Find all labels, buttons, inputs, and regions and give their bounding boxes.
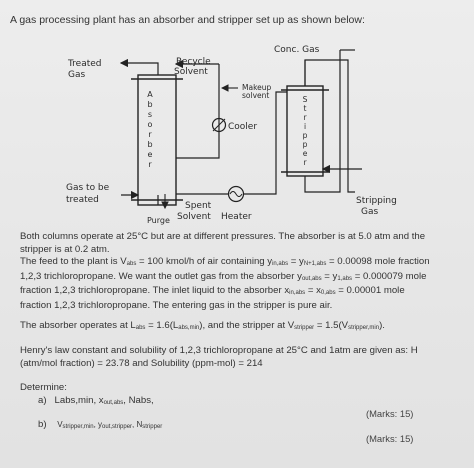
marks-a: (Marks: 15) bbox=[366, 408, 414, 419]
paragraph-operation: The absorber operates at Labs = 1.6(Labs,min), and the stripper at Vstripper = 1.5(Vstripper,min). bbox=[20, 320, 385, 331]
column-letter: S bbox=[302, 95, 308, 104]
question-b: b) Vstripper,min, yout,stripper, Nstripper bbox=[38, 419, 163, 430]
column-letter: p bbox=[302, 140, 308, 149]
column-letter: r bbox=[148, 160, 152, 169]
purge-label: Purge bbox=[147, 216, 170, 225]
svg-text:Gas: Gas bbox=[361, 207, 379, 217]
spent-solvent-label: Spent bbox=[185, 201, 212, 211]
intro-text: A gas processing plant has an absorber and stripper set up as shown below: bbox=[10, 14, 365, 26]
column-letter: e bbox=[147, 150, 153, 159]
absorber-column bbox=[138, 75, 176, 205]
svg-text:Solvent: Solvent bbox=[177, 212, 211, 222]
conc-gas-label: Conc. Gas bbox=[274, 45, 320, 55]
determine-heading: Determine: bbox=[20, 382, 67, 393]
process-diagram bbox=[0, 30, 474, 230]
column-letter: b bbox=[147, 100, 153, 109]
absorber-label bbox=[147, 90, 153, 169]
recycle-label: Recycle bbox=[176, 57, 211, 67]
marks-b: (Marks: 15) bbox=[366, 433, 414, 444]
column-letter: b bbox=[147, 140, 153, 149]
treated-gas-label: Treated bbox=[68, 59, 102, 69]
column-letter: o bbox=[147, 120, 153, 129]
svg-text:solvent: solvent bbox=[242, 91, 270, 100]
question-a: a) Labs,min, xout,abs, Nabs, bbox=[38, 395, 154, 406]
column-letter: s bbox=[147, 110, 153, 119]
solvent-label: Solvent bbox=[174, 67, 208, 77]
heater-label: Heater bbox=[221, 212, 252, 222]
column-letter: r bbox=[303, 158, 307, 167]
column-letter: e bbox=[302, 149, 308, 158]
stripping-gas-label: Stripping bbox=[356, 196, 397, 206]
column-letter: t bbox=[303, 104, 307, 113]
column-letter: A bbox=[147, 90, 153, 99]
makeup-label: Makeup bbox=[242, 83, 272, 92]
paragraph-feed: The feed to the plant is Vabs = 100 kmol/h of air containing yin,abs = yN+1,abs = 0.00098 mole fraction 1,2,3 trichloropropane. We want the outlet gas from the absorber yout,abs = y1,abs = 0.000079 mole fraction 1,2,3 trichloropropane. The inlet liquid to the absorber xin,abs = x0,abs = 0.00001 mole fraction 1,2,3 trichloropropane. The entering gas in the stripper is pure air. bbox=[20, 256, 430, 311]
column-letter: r bbox=[303, 113, 307, 122]
column-letter: r bbox=[148, 130, 152, 139]
svg-text:treated: treated bbox=[66, 195, 99, 205]
paragraph-conditions: Both columns operate at 25°C but are at different pressures. The absorber is at 5.0 atm and the stripper is at 0.2 atm. bbox=[20, 231, 426, 255]
feed-gas-label: Gas to be bbox=[66, 183, 110, 193]
column-letter: i bbox=[303, 122, 307, 131]
svg-text:Gas: Gas bbox=[68, 70, 86, 80]
treated-gas-line bbox=[121, 63, 158, 75]
paragraph-henry: Henry's law constant and solubility of 1,2,3 trichloropropane at 25°C and 1atm are given as: H (atm/mol fraction) = 23.78 and Solubility (ppm-mol) = 214 bbox=[20, 345, 418, 369]
column-letter: p bbox=[302, 131, 308, 140]
cooler-label: Cooler bbox=[228, 122, 258, 132]
stripper-label bbox=[303, 95, 308, 167]
